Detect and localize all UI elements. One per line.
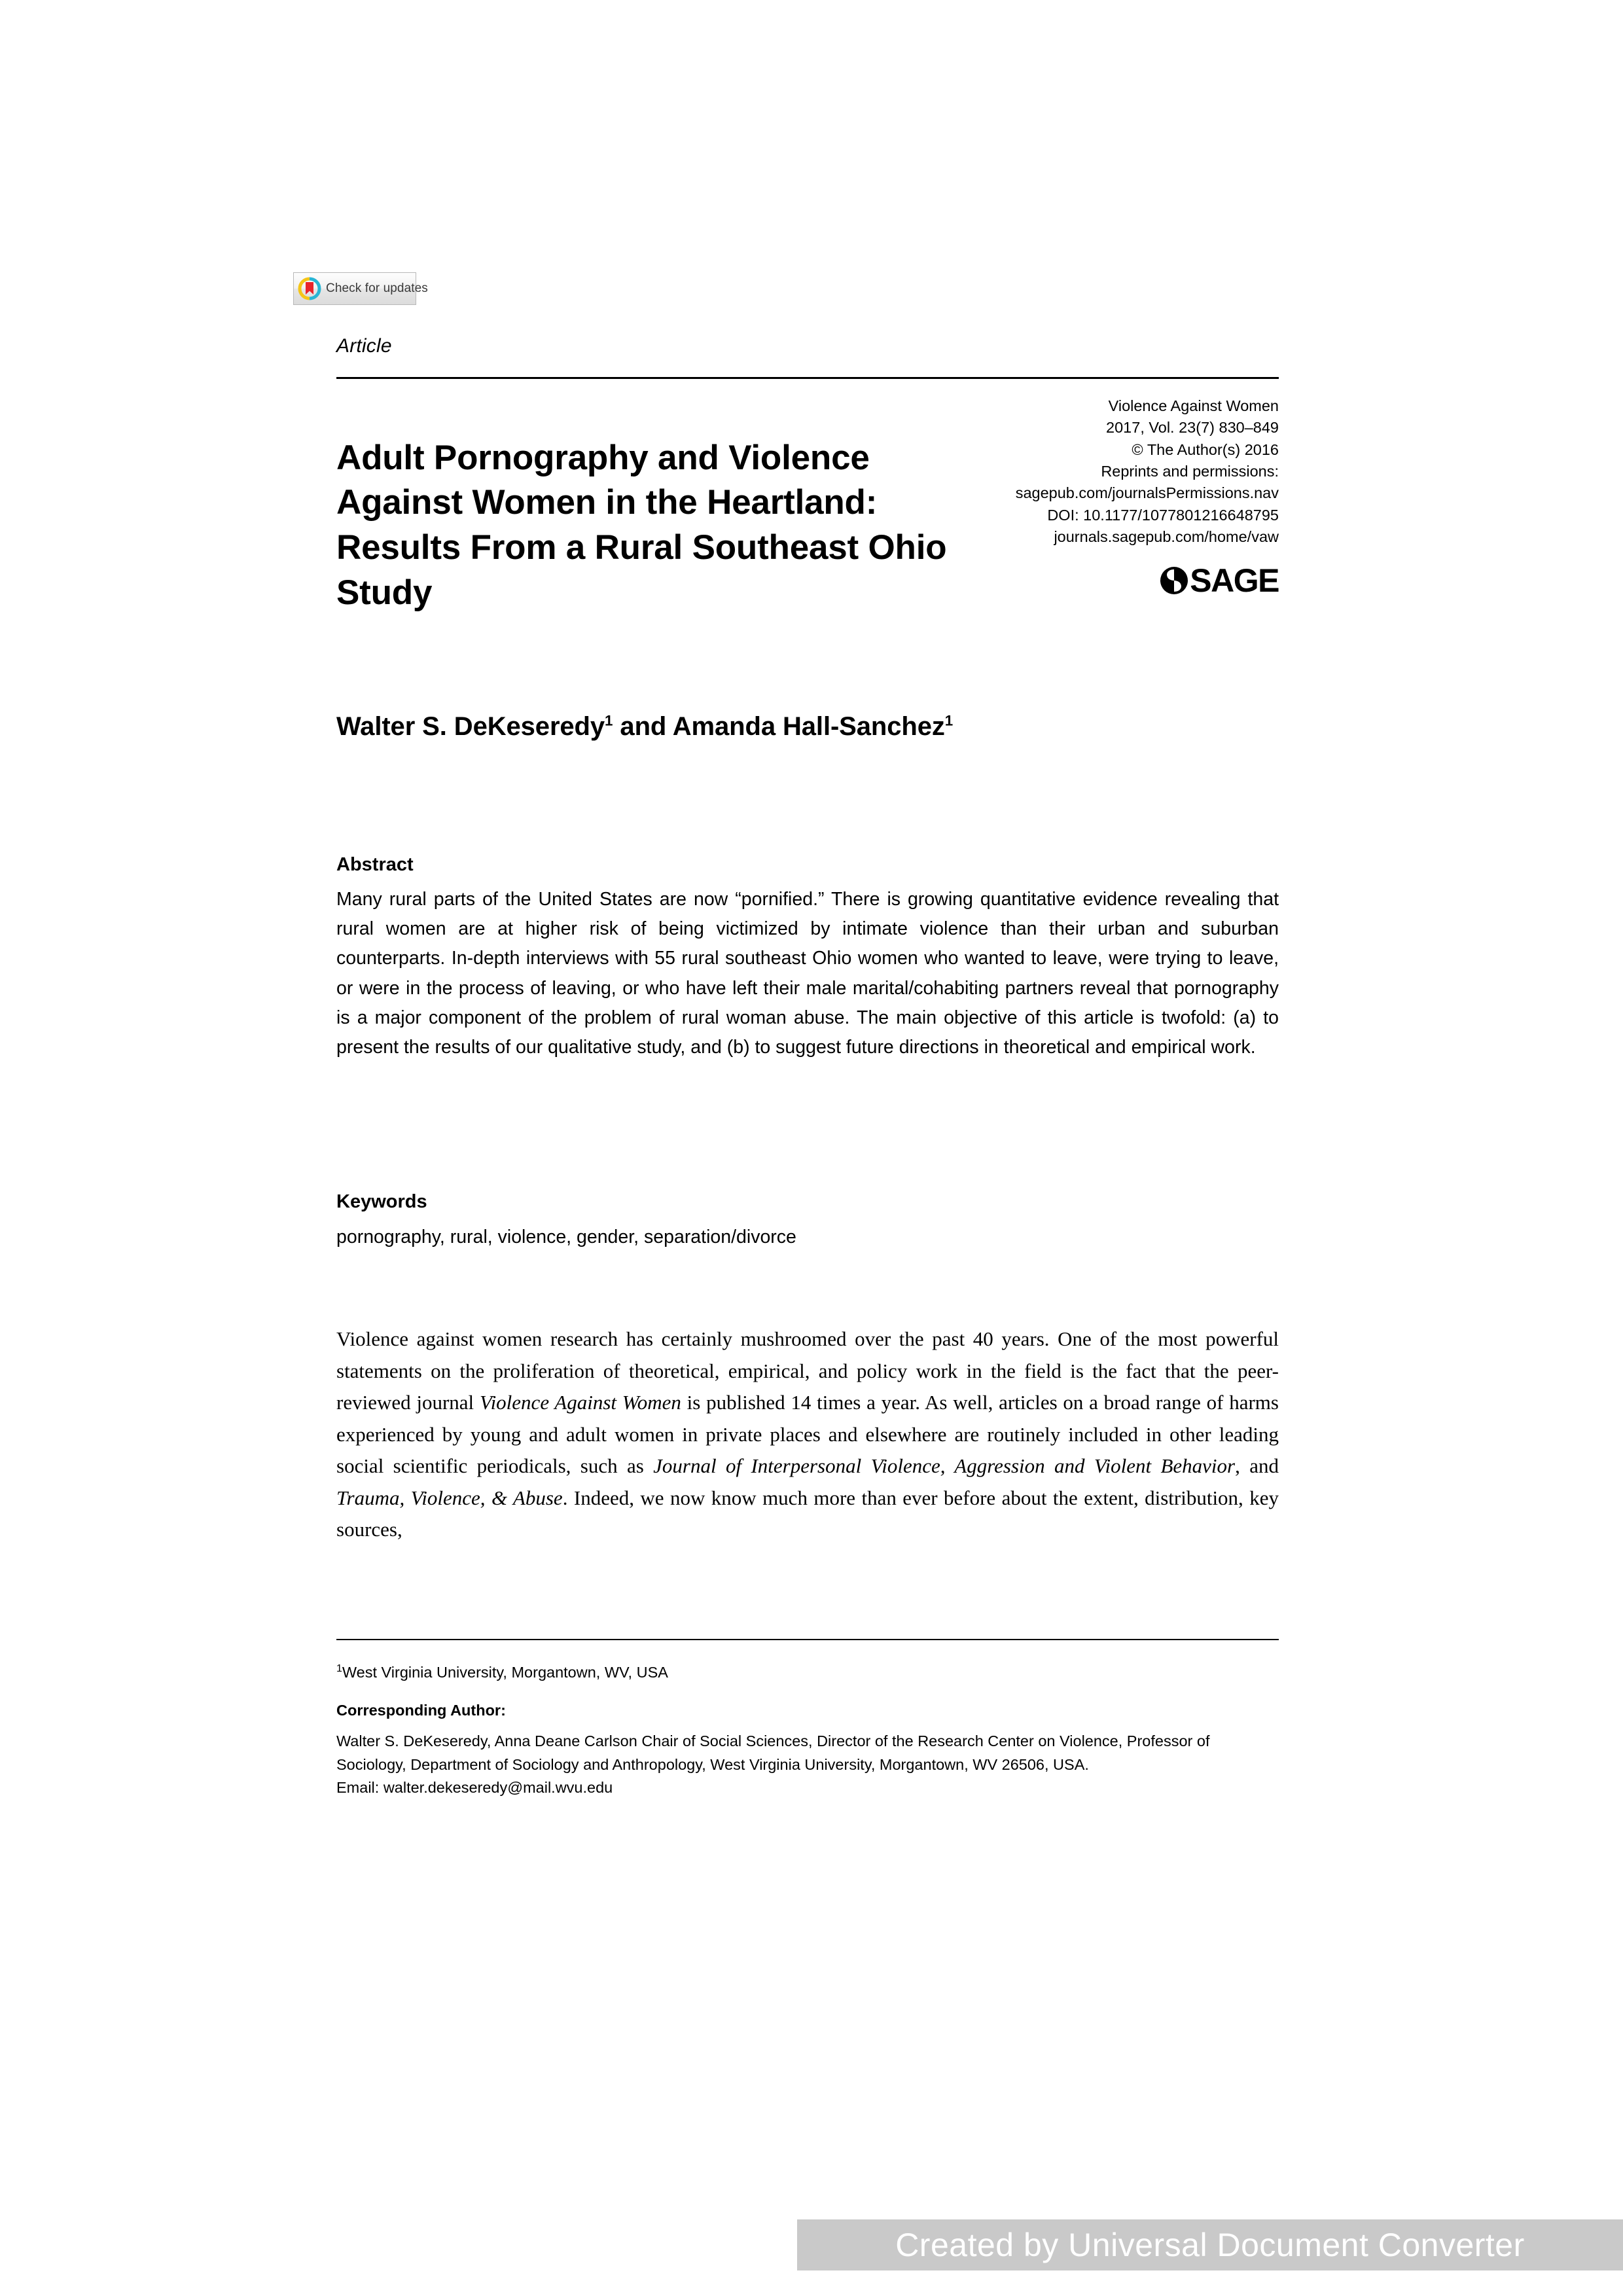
header-divider xyxy=(336,377,1279,379)
check-for-updates-badge[interactable] xyxy=(293,272,428,305)
journal-title-italic-2: Journal of Interpersonal Violence, Aggression and Violent Behavior xyxy=(653,1454,1236,1477)
doi-text[interactable]: DOI: 10.1177/1077801216648795 xyxy=(1047,506,1279,524)
corresponding-author-details xyxy=(336,1730,1272,1800)
author-name-1: Walter S. DeKeseredy xyxy=(336,712,605,741)
watermark-banner xyxy=(797,2219,1623,2270)
journal-metadata xyxy=(873,395,1279,548)
journal-name: Violence Against Women xyxy=(1108,397,1279,414)
footnote-divider xyxy=(336,1639,1279,1640)
corresponding-author-email[interactable]: Email: walter.dekeseredy@mail.wvu.edu xyxy=(336,1779,613,1797)
permissions-url[interactable]: sagepub.com/journalsPermissions.nav xyxy=(1015,484,1279,502)
author-2-affiliation-marker: 1 xyxy=(944,712,954,729)
journal-title-italic-3: Trauma, Violence, & Abuse xyxy=(336,1486,563,1509)
page-title: Adult Pornography and Violence Against Women in the Heartland: Results From a Rural Southeast Ohio Study xyxy=(336,438,947,613)
sage-publisher-logo xyxy=(1159,564,1279,597)
journal-volume: 2017, Vol. 23(7) 830–849 xyxy=(1106,419,1279,437)
author-list xyxy=(336,712,953,742)
corresponding-author-heading: Corresponding Author: xyxy=(336,1702,506,1719)
affiliation-text: West Virginia University, Morgantown, WV, USA xyxy=(342,1664,668,1681)
sage-wordmark: SAGE xyxy=(1190,562,1279,599)
affiliation-marker: 1 xyxy=(336,1663,342,1675)
body-segment-4: . Indeed, we now know much more than ever before about the extent, distribution, key sources, xyxy=(336,1486,1279,1541)
article-type-label: Article xyxy=(336,335,392,357)
abstract-heading: Abstract xyxy=(336,854,414,875)
journal-title-italic-1: Violence Against Women xyxy=(479,1391,681,1414)
corresponding-author-address: Walter S. DeKeseredy, Anna Deane Carlson Chair of Social Sciences, Director of the Research Center on Violence, Professor of Sociology, Department of Sociology and Anthropology, West Virginia University, Morgantown, WV 26506, USA. xyxy=(336,1732,1210,1773)
abstract-text: Many rural parts of the United States are now “pornified.” There is growing quantitative evidence revealing that rural women are at higher risk of being victimized by intimate violence than their urban and suburban counterparts. In-depth interviews with 55 rural southeast Ohio women who wanted to leave, were trying to leave, or were in the process of leaving, or who have left their male marital/cohabiting partners reveal that pornography is a major component of the problem of rural woman abuse. The main objective of this article is twofold: (a) to present the results of our qualitative study, and (b) to suggest future directions in theoretical and empirical work. xyxy=(336,889,1279,1058)
sage-circle-s-icon xyxy=(1159,565,1189,596)
watermark-text: Created by Universal Document Converter xyxy=(895,2227,1525,2263)
crossmark-icon xyxy=(298,277,321,300)
author-1-affiliation-marker: 1 xyxy=(605,712,613,729)
author-name-2: Amanda Hall-Sanchez xyxy=(672,712,945,741)
body-segment-3: , and xyxy=(1235,1454,1279,1477)
body-segment-2: is published 14 times a year. As well, articles on a broad range of harms experienced by young and adult women in private places and elsewhere are routinely included in other leading social scientific periodicals, such as xyxy=(336,1391,1279,1477)
check-for-updates-label: Check for updates xyxy=(326,281,428,295)
body-paragraph xyxy=(336,1323,1279,1546)
journal-home-url[interactable]: journals.sagepub.com/home/vaw xyxy=(1054,528,1279,546)
keywords-text: pornography, rural, violence, gender, separation/divorce xyxy=(336,1227,796,1247)
reprints-label: Reprints and permissions: xyxy=(1101,463,1279,480)
keywords-heading: Keywords xyxy=(336,1191,427,1212)
journal-copyright: © The Author(s) 2016 xyxy=(1132,440,1279,458)
body-segment-1: Violence against women research has certainly mushroomed over the past 40 years. One of the most powerful statements on the proliferation of theoretical, empirical, and policy work in the field is the fact that the peer-reviewed journal xyxy=(336,1327,1279,1414)
author-affiliation xyxy=(336,1661,668,1683)
author-conjunction: and xyxy=(613,712,673,741)
